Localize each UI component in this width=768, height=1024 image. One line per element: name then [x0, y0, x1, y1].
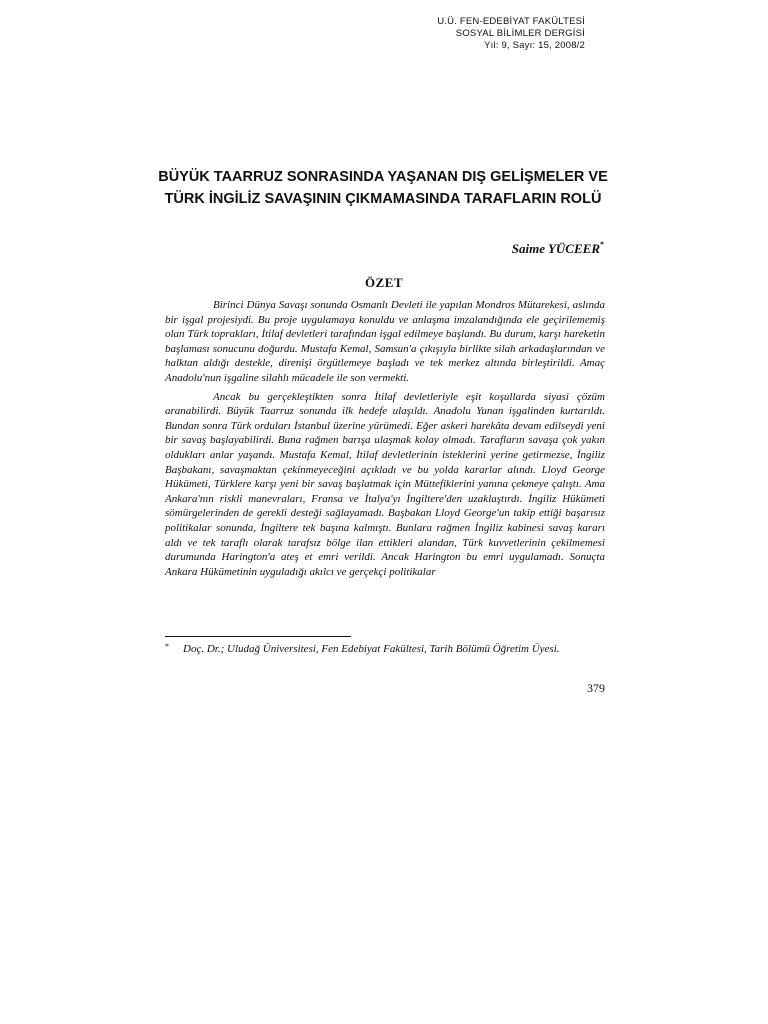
- footnote: [165, 642, 605, 657]
- title-line-1: BÜYÜK TAARRUZ SONRASINDA YAŞANAN DIŞ GELİŞMELER VE: [158, 169, 608, 185]
- page-number: 379: [587, 681, 605, 695]
- abstract-heading: ÖZET: [364, 275, 404, 290]
- abstract-paragraph-2: Ancak bu gerçekleştikten sonra İtilaf devletleriyle eşit koşullarda siyasi çözüm aranabilirdi. Büyük Taarruz sonunda ilk hedefe ulaşıldı. Anadolu Yunan işgalinden kurtarıldı. Bundan sonra Türk orduları İstanbul üzerine yürümedi. Eğer askeri harekâta devam edilseydi yeni bir savaş başlayabilirdi. Buna rağmen barışa ulaşmak kolay olmadı. Tarafların savaşa çok yakın oldukları anlar yaşandı. Mustafa Kemal, İtilaf devletlerinin isteklerini yerine getirmezse, İngiliz Başbakanı, savaşmaktan çekinmeyeceğini açıkladı ve bu yolda kararlar alındı. Lloyd George Hükümeti, Türklere karşı yeni bir savaş başlatmak için Müttefiklerini yanına çekmeye çalıştı. Ama Ankara'nın riskli manevraları, Fransa ve İtalya'yı İngiltere'den uzaklaştırdı. İngiliz Hükümeti sömürgelerinden de gerekli desteği sağlayamadı. Başbakan Lloyd George'un takip ettiği başarısız politikalar sonunda, İngiltere tek başına kalmıştı. Bunlara rağmen İngiliz kabinesi savaş kararı aldı ve tek taraflı olarak tarafsız bölge ilan ettikleri alandan, Türk kuvvetlerinin çekilmemesi durumunda Harington'a ateş et emri verildi. Ancak Harington bu emri uygulamadı. Sonuçta Ankara Hükümetinin uyguladığı akılcı ve gerçekçi politikalar: [165, 390, 605, 578]
- title-line-2: TÜRK İNGİLİZ SAVAŞININ ÇIKMAMASINDA TARAFLARIN ROLÜ: [164, 191, 602, 207]
- journal-name: SOSYAL BİLİMLER DERGİSİ: [455, 28, 585, 39]
- author-name: Saime YÜCEER: [511, 241, 600, 256]
- journal-issue: Yıl: 9, Sayı: 15, 2008/2: [484, 40, 585, 51]
- author-footnote-mark: *: [600, 240, 604, 249]
- footnote-text: Doç. Dr.; Uludağ Üniversitesi, Fen Edebiyat Fakültesi, Tarih Bölümü Öğretim Üyesi.: [183, 643, 560, 655]
- abstract-paragraph-1: Birinci Dünya Savaşı sonunda Osmanlı Devleti ile yapılan Mondros Mütarekesi, aslında bir işgal projesiydi. Bu proje uygulamaya konuldu ve anlaşma imzalandığında ele geçirilememiş olan Türk toprakları, İtilaf devletleri tarafından işgal edilmeye başlandı. Bu durum, karşı hareketin başlaması sonucunu doğurdu. Mustafa Kemal, Samsun'a çıkışıyla birlikte silah arkadaşlarından ve halktan aldığı destekle, direnişi örgütlemeye başladı ve tek merkez altında birleştirildi. Amaç Anadolu'nun işgaline silahlı mücadele ile son vermekti.: [165, 299, 605, 384]
- footnote-divider: [165, 636, 351, 637]
- journal-faculty: U.Ü. FEN-EDEBİYAT FAKÜLTESİ: [437, 16, 585, 27]
- abstract-body: [165, 298, 605, 583]
- journal-header: [345, 16, 585, 52]
- footnote-mark: *: [165, 642, 169, 651]
- author-byline: [512, 240, 604, 257]
- article-title: [150, 166, 616, 210]
